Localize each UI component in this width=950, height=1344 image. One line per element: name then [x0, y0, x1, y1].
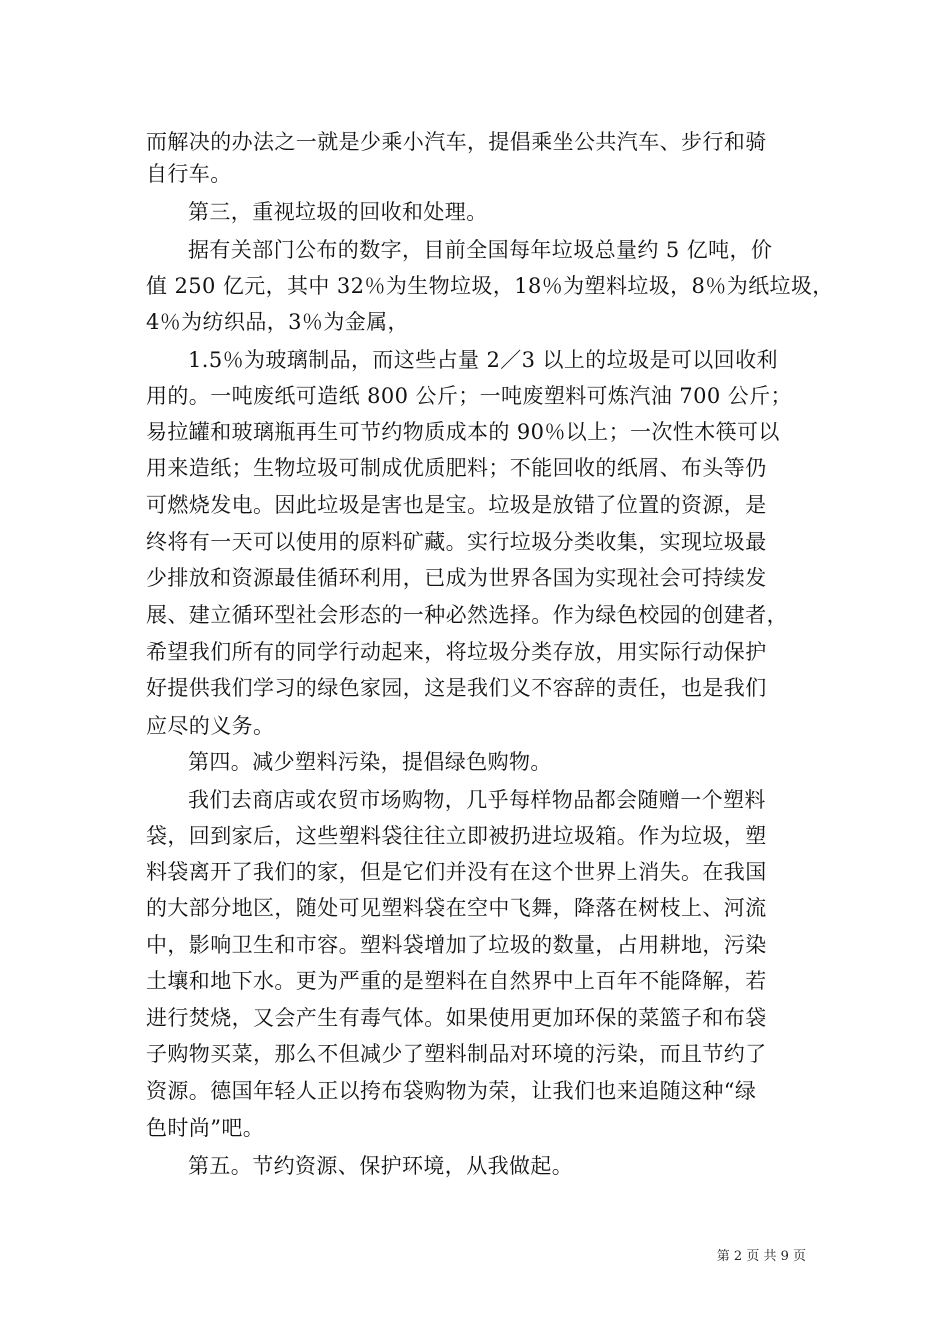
text-line: 用的。一吨废纸可造纸 800 公斤；一吨废塑料可炼汽油 700 公斤；	[146, 384, 792, 408]
text-line: 子购物买菜，那么不但减少了塑料制品对环境的污染，而且节约了	[146, 1042, 767, 1066]
text-line: 自行车。	[146, 162, 232, 186]
text-line: 可燃烧发电。因此垃圾是害也是宝。垃圾是放错了位置的资源，是	[146, 493, 767, 517]
page-number-footer: 第 2 页 共 9 页	[716, 1249, 806, 1264]
text-line: 的大部分地区，随处可见塑料袋在空中飞舞，降落在树枝上、河流	[146, 896, 767, 920]
text-line: 展、建立循环型社会形态的一种必然选择。作为绿色校园的创建者，	[146, 603, 788, 627]
text-line: 土壤和地下水。更为严重的是塑料在自然界中上百年不能降解，若	[146, 969, 767, 993]
text-line: 少排放和资源最佳循环利用，已成为世界各国为实现社会可持续发	[146, 566, 767, 590]
text-line: 袋，回到家后，这些塑料袋往往立即被扔进垃圾箱。作为垃圾，塑	[146, 824, 767, 848]
text-line: 终将有一天可以使用的原料矿藏。实行垃圾分类收集，实现垃圾最	[146, 530, 767, 554]
text-line: 4％为纺织品，3％为金属，	[146, 310, 409, 334]
text-line: 色时尚”吧。	[146, 1116, 265, 1140]
text-line: 1.5％为玻璃制品，而这些占量 2／3 以上的垃圾是可以回收利	[188, 348, 778, 372]
text-line: 进行焚烧，又会产生有毒气体。如果使用更加环保的菜篮子和布袋	[146, 1006, 767, 1030]
text-line: 好提供我们学习的绿色家园，这是我们义不容辞的责任，也是我们	[146, 676, 767, 700]
text-line: 用来造纸；生物垃圾可制成优质肥料；不能回收的纸屑、布头等仍	[146, 456, 767, 480]
text-line: 料袋离开了我们的家，但是它们并没有在这个世界上消失。在我国	[146, 860, 767, 884]
text-line: 资源。德国年轻人正以挎布袋购物为荣，让我们也来追随这种“绿	[146, 1079, 757, 1103]
text-line: 而解决的办法之一就是少乘小汽车，提倡乘坐公共汽车、步行和骑	[146, 130, 767, 154]
text-line: 易拉罐和玻璃瓶再生可节约物质成本的 90％以上；一次性木筷可以	[146, 420, 780, 444]
text-line: 希望我们所有的同学行动起来，将垃圾分类存放，用实际行动保护	[146, 640, 767, 664]
section-heading: 第五。节约资源、保护环境，从我做起。	[188, 1154, 574, 1178]
section-heading: 第四。减少塑料污染，提倡绿色购物。	[188, 750, 552, 774]
text-line: 中，影响卫生和市容。塑料袋增加了垃圾的数量，占用耕地，污染	[146, 933, 767, 957]
text-line: 据有关部门公布的数字，目前全国每年垃圾总量约 5 亿吨，价	[188, 238, 773, 262]
text-line: 我们去商店或农贸市场购物，几乎每样物品都会随赠一个塑料	[188, 788, 766, 812]
section-heading: 第三，重视垃圾的回收和处理。	[188, 200, 488, 224]
text-line: 值 250 亿元，其中 32％为生物垃圾，18％为塑料垃圾，8％为纸垃圾，	[146, 274, 834, 298]
text-line: 应尽的义务。	[146, 714, 275, 738]
